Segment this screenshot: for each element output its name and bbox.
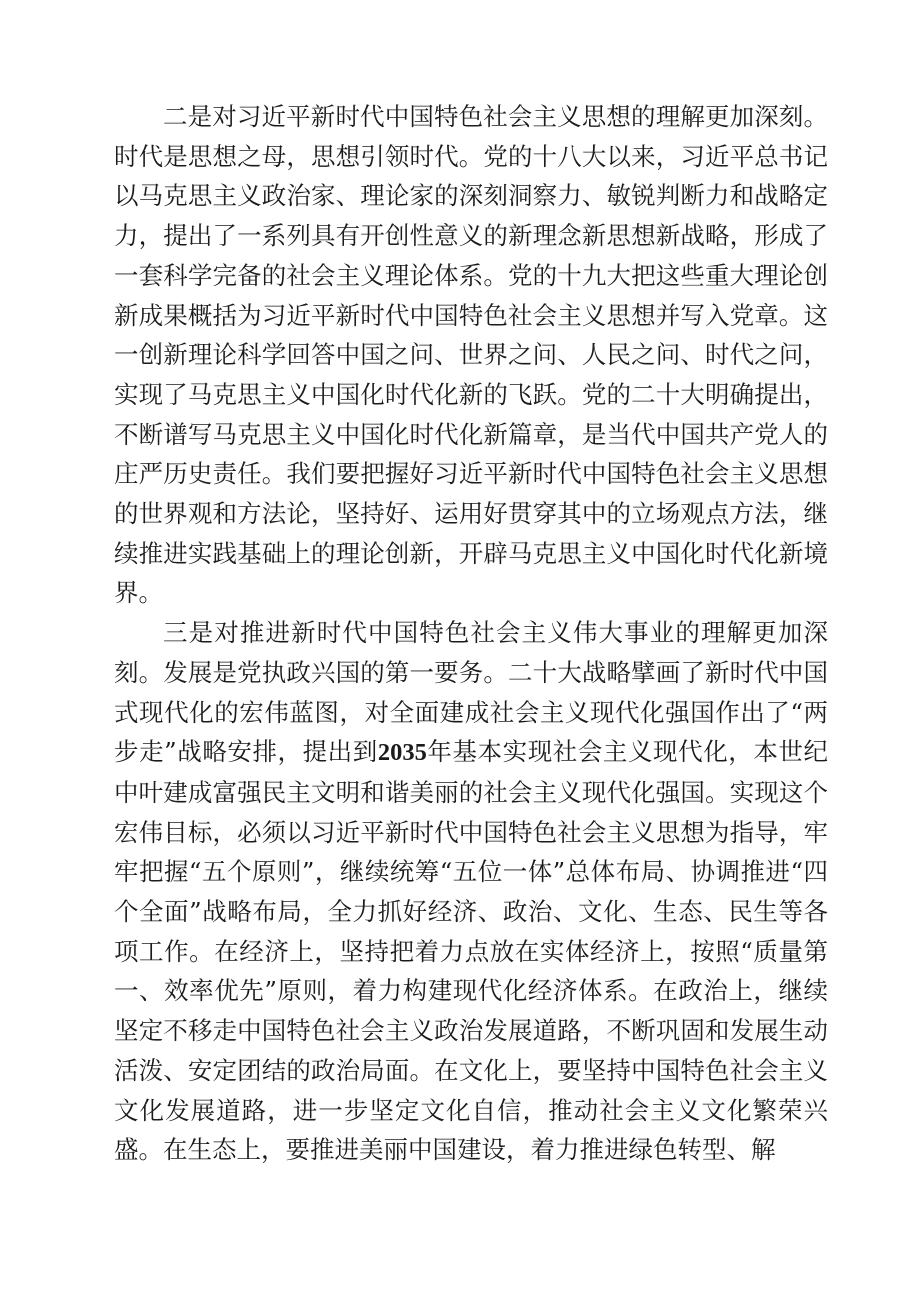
target-year: 2035	[377, 739, 427, 767]
paragraph-three-opening-text: 三是对推进新时代中国特色社会主义伟大事业的理解更加深刻。发展是党执政兴国的第一要务。二十大战略擘画了新时代中国式现代化的宏伟蓝图，对全面建成社会主义现代化强国作出了“两步走”战略安排，提出到	[114, 618, 828, 767]
paragraph-point-two: 二是对习近平新时代中国特色社会主义思想的理解更加深刻。时代是思想之母，思想引领时代。党的十八大以来，习近平总书记以马克思主义政治家、理论家的深刻洞察力、敏锐判断力和战略定力，提出了一系列具有开创性意义的新理念新思想新战略，形成了一套科学完备的社会主义理论体系。党的十九大把这些重大理论创新成果概括为习近平新时代中国特色社会主义思想并写入党章。这一创新理论科学回答中国之问、世界之问、人民之问、时代之问，实现了马克思主义中国化时代化新的飞跃。党的二十大明确提出，不断谱写马克思主义中国化时代化新篇章，是当代中国共产党人的庄严历史责任。我们要把握好习近平新时代中国特色社会主义思想的世界观和方法论，坚持好、运用好贯穿其中的立场观点方法，继续推进实践基础上的理论创新，开辟马克思主义中国化时代化新境界。	[114, 102, 828, 608]
paragraph-three-remaining-text: 年基本实现社会主义现代化，本世纪中叶建成富强民主文明和谐美丽的社会主义现代化强国。实现这个宏伟目标，必须以习近平新时代中国特色社会主义思想为指导，牢牢把握“五个原则”，继续统筹“五位一体”总体布局、协调推进“四个全面”战略布局，全力抓好经济、政治、文化、生态、民生等各项工作。在经济上，坚持把着力点放在实体经济上，按照“质量第一、效率优先”原则，着力构建现代化经济体系。在政治上，继续坚定不移走中国特色社会主义政治发展道路，不断巩固和发展生动活泼、安定团结的政治局面。在文化上，要坚持中国特色社会主义文化发展道路，进一步坚定文化自信，推动社会主义文化繁荣兴盛。在生态上，要推进美丽中国建设，着力推进绿色转型、解	[114, 737, 828, 1165]
document-body	[114, 97, 828, 1170]
paragraph-point-three	[114, 613, 828, 1170]
